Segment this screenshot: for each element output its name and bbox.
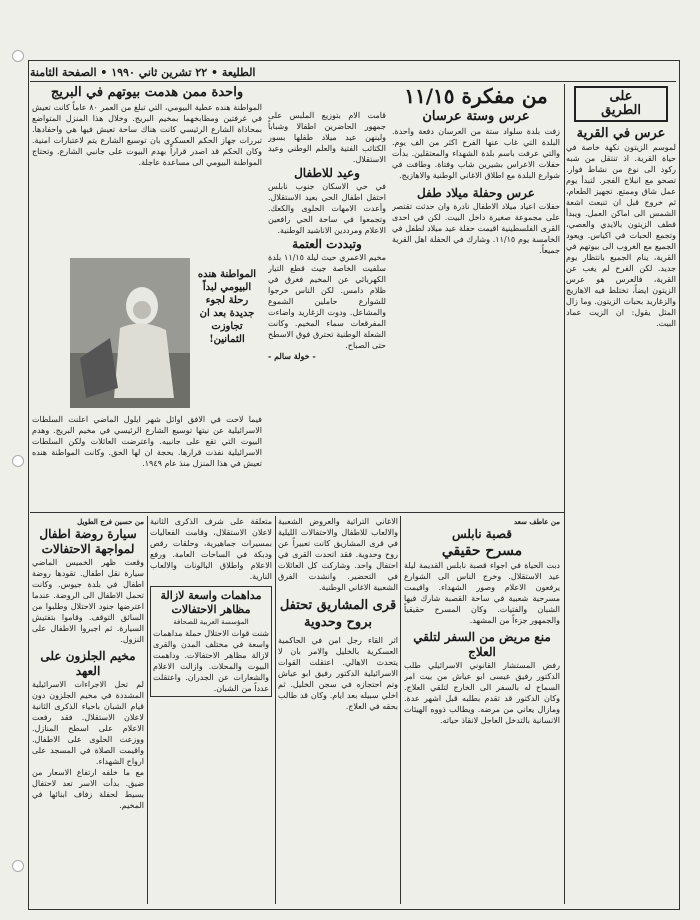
article-body: زفت بلدة سلواد ستة من العرسان دفعة واحدة. البلدة التي غاب عنها الفرح اكثر من الف يوم. والتي عرفت باسم بلدة الشهداء والمعتقلين. بدأت حفلات الاعراس بشيرين شاب وفتاة. وطافت في شوارع البلدة مع اطلاق الاغاني الوطنية والاهازيج.: [392, 127, 560, 180]
article-body: الاغاني التراثية والعروض الشعبية والالعاب للاطفال والاحتفالات الليلية في قرى المشاريق كانت تعبيراً عن روح وحدوية. فقد اتحدت القرى في احتفال واحد. وشاركت كل العائلات في التحضير. وانشدت الفرق الشعبية الاغاني الوطنية.: [278, 517, 398, 592]
column-rule: [147, 516, 148, 904]
logo-bottom: الطريق: [601, 103, 641, 118]
column-raids: [150, 516, 272, 906]
photo-elderly-woman: [70, 258, 190, 408]
article-title: سيارة روضة اطفال لمواجهة الاحتفالات: [39, 527, 137, 556]
punch-hole: [12, 455, 24, 467]
photo-illustration: [70, 258, 190, 408]
article-body: حفلات اعياد ميلاد الاطفال نادرة وان حدثت تقتصر على مجموعة صغيرة داخل البيت. لكن في احدى القرى الفلسطينية اقيمت حفلة عيد ميلاد لطفل في الخامسة يوم ١١/١٥. وشارك في الحفلة اهل القرية جميعاً.: [392, 202, 560, 255]
column-mashariq: [278, 516, 398, 906]
column-logo: [574, 86, 668, 122]
article-title: قرى المشاريق تحتفل بروح وحدوية: [279, 598, 397, 630]
column-nablus: [404, 516, 560, 906]
column-kindergarten: [32, 516, 144, 906]
subhead-children-feast: وعيد للاطفال: [294, 166, 360, 180]
subhead-darkness: وتبددت العتمة: [292, 237, 362, 251]
article-title: قصبة نابلس: [452, 527, 512, 541]
column-diary: [392, 84, 560, 494]
article-body: شنت قوات الاحتلال حملة مداهمات واسعة في مختلف المدن والقرى لازالة مظاهر الاحتفالات. وداهمت البيوت والمحلات. وازالت الاعلام والشعارات عن الجدران. واعتقلت عدداً من الشبان.: [153, 629, 269, 693]
byline: - خولة سالم -: [268, 351, 316, 361]
article-body: في حي الاسكان جنوب نابلس احتفل اطفال الحي بعيد الاستقلال. وأعدت الامهات الحلوى والكعك. وتجمعوا في ساحة الحي رافعين الاعلام ومرددين الاناشيد الوطنية.: [268, 182, 386, 235]
column-bureij: [32, 84, 262, 254]
column-rule: [564, 84, 565, 904]
punch-hole: [12, 50, 24, 62]
byline: من حسين فرج الطويل: [77, 517, 144, 526]
byline: من عاطف سعد: [514, 517, 560, 526]
article-body: اثر القاء رجل امن في الحاكمية العسكرية بالخليل والامر بان لا يتحدث الاهالي. اعتقلت القوات الاسرائيلية الدكتور رفيق ابو عياش وتم احتجازه في سجن الخليل. ثم اخلي سبيله بعد ايام. وكان قد طالب بحقه في العلاج.: [278, 636, 398, 711]
article-title: مسرح حقيقي: [441, 543, 523, 559]
source-label: المؤسسة العربية للصحافة: [173, 618, 249, 626]
subhead-birthday: عرس وحفلة ميلاد طفل: [417, 186, 535, 200]
column-rule: [275, 516, 276, 904]
article-body: فيما لاحت في الافق اوائل شهر ايلول الماضي اعلنت السلطات الاسرائيلية عن نيتها توسيع الشارع الرئيسي في مخيم البريج. وهدم البيوت التي تقع على جانبيه. واعترضت العائلات ولكن السلطات الاسرائيلية نفذت قرارها. بحجة ان لها الحق. وكانت المواطنة هنده تعيش في هذا المنزل منذ عام ١٩٤٩.: [32, 415, 262, 468]
article-body: متعلقة على شرف الذكرى الثانية لاعلان الاستقلال، وقامت الفعاليات بمسيرات جماهيرية، وحلقات رقص ودبكة في الساحات العامة. ورفع الاعلام واطلاق البالونات والالعاب النارية.: [150, 517, 272, 581]
article-body: لم تحل الاجراءات الاسرائيلية المشددة في مخيم الجلزون دون قيام الشبان باحياء الذكرى الثانية لاعلان الاستقلال. فقد رفعت الاعلام على اسطح المنازل. ووزعت الحلوى على الاطفال. واقيمت الصلاة في المسجد على ارواح الشهداء.: [32, 680, 144, 766]
subhead-patient: منع مريض من السفر لتلقي العلاج: [413, 630, 551, 659]
article-body: المواطنة هنده عطية البيومي، التي تبلغ من العمر ٨٠ عاماً كانت تعيش في غرفتين ومطابخهما بمخيم البريج. وخلال هذا المنزل المتواضع بمحاذاة الشارع الرئيسي كانت هناك ساحة تعيش فيها هي واحفادها. تبررات جهاز الحكم العسكري بان توسيع الشارع يتم لاعتبارات امنية. وكان الحكم قد اصدر قراراً بهدم البيوت على جانبي الشارع. وتحتاج المواطنة البيومي الى مساعدة عاجلة.: [32, 103, 262, 167]
article-body: مع ما خلفه ارتفاع الاسعار من ضيق. بدأت الاسر تعد لاحتفال بسيط لحفلة زفاف ابنائها في المخيم.: [32, 768, 144, 810]
section-rule: [30, 512, 564, 513]
column-rule: [400, 516, 401, 904]
article-body: قامت الام بتوزيع الملبس على جمهور الحاضرين اطفالا وشباباً ولبنهن عيد ميلاد طفلها بسور الكتائب الفتية والعلم الوطني وعيد الاستقلال.: [268, 111, 386, 164]
article-title: واحدة ممن هدمت بيوتهم في البريج: [50, 85, 244, 100]
column-bureij-cont: [32, 414, 262, 484]
subhead-jalazone: مخيم الجلزون على العهد: [40, 649, 136, 678]
article-title: مداهمات واسعة لازالة مظاهر الاحتفالات: [160, 589, 262, 616]
punch-hole: [12, 860, 24, 872]
raids-box: [150, 586, 272, 697]
photo-caption: المواطنة هنده البيومي لبداً رحلة لجوء جديدة بعد ان تجاوزت الثمانين!: [197, 269, 257, 345]
article-title: عرس في القرية: [576, 126, 666, 141]
subhead-six-grooms: عرس وستة عرسان: [422, 109, 530, 124]
article-body: رفض المستشار القانوني الاسرائيلي طلب الدكتور رفيق عيسى ابو عياش من بيت امر السماح له بالسفر الى الخارج لتلقي العلاج. وكان الدكتور قد تقدم بطلبه قبل اشهر عدة. ومازال يعاني من مرضه. ويطالب ذووه الهيئات الانسانية بالتدخل العاجل لانقاذ حياته.: [404, 661, 560, 725]
column-village-wedding: [566, 84, 676, 904]
article-body: وقعت ظهر الخميس الماضي سيارة نقل اطفال. تقودها روضة اطفال في بلدة جيوس. وكانت تحمل الاطفال الى الروضة. عندما اعترضها جنود الاحتلال وطلبوا من السائق التوقف. وقاموا بتفتيش السيارة. ثم اجبروا الاطفال على النزول.: [32, 558, 144, 644]
diary-title: من مفكرة ١١/١٥: [404, 84, 548, 108]
column-children: [268, 110, 386, 520]
article-body: دبت الحياة في اجواء قصبة نابلس القديمة ليلة عيد الاستقلال. وخرج الناس الى الشوارع يرفعون الاعلام وصور الشهداء. واقيمت مسرحية شعبية في ساحة القصبة شارك فيها الشبان والفتيات. وكان المسرح حقيقياً والجمهور جزءاً من المشهد.: [404, 561, 560, 625]
article-body: مخيم الاعمري حيث ليلة ١١/١٥ بلدة سلفيت الخاصة جيث قطع التيار الكهربائي عن المخيم فغرق في ظلام دامس. لكن الناس خرجوا للشوارع حاملين الشموع والمشاعل. ودوت الزغاريد واضاءت المفرقعات سماء المخيم. وكانت الشعلة الوطنية تحترق فوق الاسطح حتى الصباح.: [268, 253, 386, 350]
logo-top: على: [609, 89, 633, 104]
page-header: الطليعة • ٢٢ تشرين ثاني ١٩٩٠ • الصفحة الثامنة: [30, 64, 676, 82]
article-body: لموسم الزيتون نكهة خاصة في حياة القرية. اذ تنتقل من شبه ركود الى نوع من نشاط فوار. تصحو مع انبلاج الفجر. لتبدأ يوم عمل شاق وممتع. تجهيز الطعام، ثم خروج قبل ان تنبعث اشعة الشمس الى اماكن العمل. ويبدأ قطف الزيتون بالايدي والعصي، وتجمع الحبات في اكياس. ويعود الجميع مع الغروب الى بيوتهم في القرية، ينام الجميع بانتظار يوم جديد. لكن الفرح لم يغب عن القرية، فالعرس هو عرس الزيتون ايضاً، تختلط فيه الاهازيج والزغاريد بحبات الزيتون. وما زال المثل يقول: ان الزيت عماد البيت.: [566, 143, 676, 328]
